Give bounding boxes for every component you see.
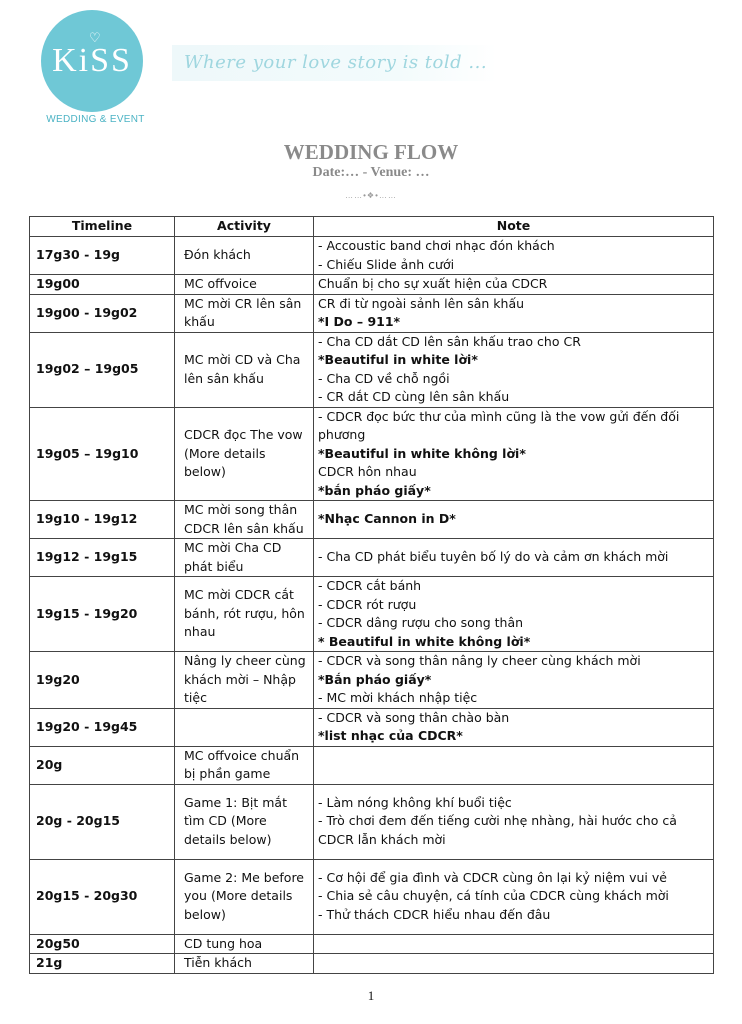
- note-line: - MC mời khách nhập tiệc: [318, 690, 478, 705]
- note-cell: [314, 407, 714, 501]
- timeline-cell: 20g: [30, 746, 175, 784]
- note-line: *bắn pháo giấy*: [318, 482, 431, 498]
- note-line: *list nhạc của CDCR*: [318, 728, 463, 743]
- activity-cell: CDCR đọc The vow (More details below): [175, 407, 314, 501]
- table-header-row: [30, 217, 714, 237]
- activity-cell: [175, 708, 314, 746]
- activity-cell: MC mời song thân CDCR lên sân khấu: [175, 501, 314, 539]
- table-row: [30, 859, 714, 934]
- note-line: *Nhạc Cannon in D*: [318, 511, 456, 527]
- timeline-cell: 19g00 - 19g02: [30, 294, 175, 332]
- note-line: - Chiếu Slide ảnh cưới: [318, 256, 455, 272]
- table-row: [30, 275, 714, 295]
- activity-cell: MC mời Cha CD phát biểu: [175, 539, 314, 577]
- timeline-cell: 19g20: [30, 652, 175, 709]
- note-cell: [314, 954, 714, 974]
- table-row: [30, 501, 714, 539]
- activity-cell: MC mời CD và Cha lên sân khấu: [175, 332, 314, 407]
- note-line: - Trò chơi đem đến tiếng cười nhẹ nhàng, hài hước cho cả: [318, 813, 677, 829]
- note-cell: [314, 332, 714, 407]
- activity-cell: Tiễn khách: [175, 954, 314, 974]
- note-line: - Accoustic band chơi nhạc đón khách: [318, 238, 555, 253]
- timeline-cell: 19g20 - 19g45: [30, 708, 175, 746]
- note-cell: [314, 237, 714, 275]
- logo-subtitle: WEDDING & EVENT: [46, 114, 145, 125]
- document-subtitle: Date:… - Venue: …: [312, 165, 430, 180]
- wedding-flow-table: [29, 216, 714, 974]
- timeline-cell: 19g05 – 19g10: [30, 407, 175, 501]
- note-cell: [314, 294, 714, 332]
- activity-cell: CD tung hoa: [175, 934, 314, 954]
- table-body: [30, 237, 714, 974]
- timeline-cell: 20g - 20g15: [30, 784, 175, 859]
- page-number: 1: [367, 988, 375, 1003]
- note-line: - Cha CD dắt CD lên sân khấu trao cho CR: [318, 333, 581, 349]
- note-line: - CDCR rót rượu: [318, 596, 417, 612]
- header-note: Note: [314, 217, 714, 237]
- note-line: - Thử thách CDCR hiểu nhau đến đâu: [318, 906, 551, 922]
- table-row: [30, 539, 714, 577]
- activity-cell: MC offvoice chuẩn bị phần game: [175, 746, 314, 784]
- timeline-cell: 19g15 - 19g20: [30, 577, 175, 652]
- activity-cell: Game 1: Bịt mắt tìm CD (More details below): [175, 784, 314, 859]
- activity-cell: MC offvoice: [175, 275, 314, 295]
- timeline-cell: 19g12 - 19g15: [30, 539, 175, 577]
- heart-icon: ♡: [89, 30, 101, 45]
- note-line: CR đi từ ngoài sảnh lên sân khấu: [318, 295, 525, 311]
- table-row: [30, 934, 714, 954]
- activity-cell: Nâng ly cheer cùng khách mời – Nhập tiệc: [175, 652, 314, 709]
- timeline-cell: 20g15 - 20g30: [30, 859, 175, 934]
- table-row: [30, 708, 714, 746]
- note-cell: [314, 652, 714, 709]
- note-line: * Beautiful in white không lời*: [318, 633, 531, 649]
- logo-text: KiSS: [52, 42, 132, 79]
- note-cell: [314, 539, 714, 577]
- table-row: [30, 294, 714, 332]
- note-line: phương: [318, 427, 366, 442]
- note-line: Chuẩn bị cho sự xuất hiện của CDCR: [318, 276, 548, 291]
- note-line: - CDCR và song thân nâng ly cheer cùng khách mời: [318, 653, 641, 668]
- note-line: *Bắn pháo giấy*: [318, 671, 432, 687]
- note-cell: [314, 275, 714, 295]
- note-cell: [314, 784, 714, 859]
- note-cell: [314, 934, 714, 954]
- ornament-divider: ……•❖•……: [345, 191, 397, 200]
- timeline-cell: 17g30 - 19g: [30, 237, 175, 275]
- note-line: *Beautiful in white không lời*: [318, 445, 526, 461]
- table-row: [30, 407, 714, 501]
- note-line: - Cơ hội để gia đình và CDCR cùng ôn lại kỷ niệm vui vẻ: [318, 869, 667, 885]
- note-line: - Chia sẻ câu chuyện, cá tính của CDCR cùng khách mời: [318, 888, 669, 904]
- timeline-cell: 20g50: [30, 934, 175, 954]
- timeline-cell: 19g00: [30, 275, 175, 295]
- timeline-cell: 19g02 – 19g05: [30, 332, 175, 407]
- note-line: - CDCR và song thân chào bàn: [318, 709, 510, 725]
- note-line: *I Do – 911*: [318, 314, 401, 329]
- table-row: [30, 652, 714, 709]
- header-timeline: Timeline: [30, 217, 175, 237]
- note-line: CDCR lẫn khách mời: [318, 831, 446, 847]
- table-row: [30, 332, 714, 407]
- note-line: - Cha CD phát biểu tuyên bố lý do và cảm ơn khách mời: [318, 549, 669, 565]
- note-line: - CDCR dâng rượu cho song thân: [318, 615, 524, 630]
- note-line: - Cha CD về chỗ ngồi: [318, 370, 450, 386]
- note-line: *Beautiful in white lời*: [318, 352, 478, 367]
- table-row: [30, 237, 714, 275]
- note-line: - CR dắt CD cùng lên sân khấu: [318, 389, 510, 404]
- table-row: [30, 577, 714, 652]
- note-line: - CDCR đọc bức thư của mình cũng là the vow gửi đến đối: [318, 408, 680, 424]
- activity-cell: Đón khách: [175, 237, 314, 275]
- note-cell: [314, 708, 714, 746]
- activity-cell: Game 2: Me before you (More details below): [175, 859, 314, 934]
- header-activity: Activity: [175, 217, 314, 237]
- note-cell: [314, 501, 714, 539]
- timeline-cell: 19g10 - 19g12: [30, 501, 175, 539]
- note-line: - Làm nóng không khí buổi tiệc: [318, 794, 512, 810]
- note-cell: [314, 746, 714, 784]
- table-row: [30, 954, 714, 974]
- note-line: CDCR hôn nhau: [318, 464, 417, 479]
- note-line: - CDCR cắt bánh: [318, 578, 422, 593]
- activity-cell: MC mời CR lên sân khấu: [175, 294, 314, 332]
- note-cell: [314, 577, 714, 652]
- logo: [41, 10, 143, 112]
- document-title: WEDDING FLOW: [283, 140, 459, 164]
- table-row: [30, 784, 714, 859]
- timeline-cell: 21g: [30, 954, 175, 974]
- table-row: [30, 746, 714, 784]
- note-cell: [314, 859, 714, 934]
- tagline: Where your love story is told ...: [172, 45, 497, 81]
- activity-cell: MC mời CDCR cắt bánh, rót rượu, hôn nhau: [175, 577, 314, 652]
